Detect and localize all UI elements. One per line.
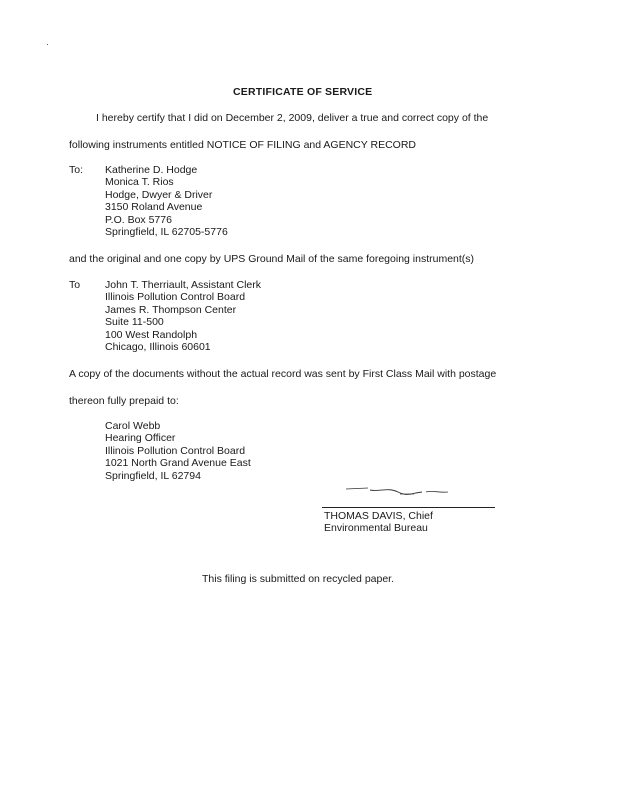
recipient-address-2 bbox=[105, 279, 261, 353]
address-line: Katherine D. Hodge bbox=[105, 164, 198, 176]
signature-line bbox=[322, 507, 495, 508]
address-line: Suite 11-500 bbox=[105, 316, 164, 329]
address-line: Springfield, IL 62705-5776 bbox=[105, 225, 228, 238]
scan-speck bbox=[47, 44, 48, 45]
signature-scribble bbox=[340, 484, 455, 500]
to-label-1: To: bbox=[69, 164, 84, 176]
recipient-address-1 bbox=[105, 164, 228, 238]
original-copy-line: and the original and one copy by UPS Ground Mail of the same foregoing instrument(s) bbox=[69, 253, 475, 265]
address-line: John T. Therriault, Assistant Clerk bbox=[105, 279, 262, 291]
page-title: CERTIFICATE OF SERVICE bbox=[233, 86, 373, 98]
address-line: Illinois Pollution Control Board bbox=[105, 291, 246, 304]
address-line: James R. Thompson Center bbox=[105, 303, 237, 316]
address-line: 100 West Randolph bbox=[105, 328, 198, 341]
address-line: Monica T. Rios bbox=[105, 176, 174, 189]
first-class-mail-line-1: A copy of the documents without the actual record was sent by First Class Mail with postage bbox=[69, 368, 497, 380]
address-line: Hearing Officer bbox=[105, 432, 176, 445]
address-line: 3150 Roland Avenue bbox=[105, 201, 203, 214]
address-line: Chicago, Illinois 60601 bbox=[105, 340, 211, 353]
certify-line-2: following instruments entitled NOTICE OF FILING and AGENCY RECORD bbox=[69, 139, 417, 151]
recycled-paper-note: This filing is submitted on recycled paper. bbox=[202, 573, 395, 585]
signer-name: THOMAS DAVIS, Chief bbox=[324, 510, 433, 522]
first-class-mail-line-2: thereon fully prepaid to: bbox=[69, 395, 179, 407]
address-line: P.O. Box 5776 bbox=[105, 213, 172, 226]
certify-line-1: I hereby certify that I did on December 2, 2009, deliver a true and correct copy of the bbox=[96, 112, 489, 124]
address-line: Hodge, Dwyer & Driver bbox=[105, 188, 213, 201]
recipient-address-3 bbox=[105, 420, 251, 482]
address-line: Illinois Pollution Control Board bbox=[105, 444, 246, 457]
to-label-2: To bbox=[69, 279, 81, 291]
signer-department: Environmental Bureau bbox=[324, 522, 428, 534]
address-line: Carol Webb bbox=[105, 420, 161, 432]
address-line: Springfield, IL 62794 bbox=[105, 469, 201, 482]
address-line: 1021 North Grand Avenue East bbox=[105, 457, 251, 470]
